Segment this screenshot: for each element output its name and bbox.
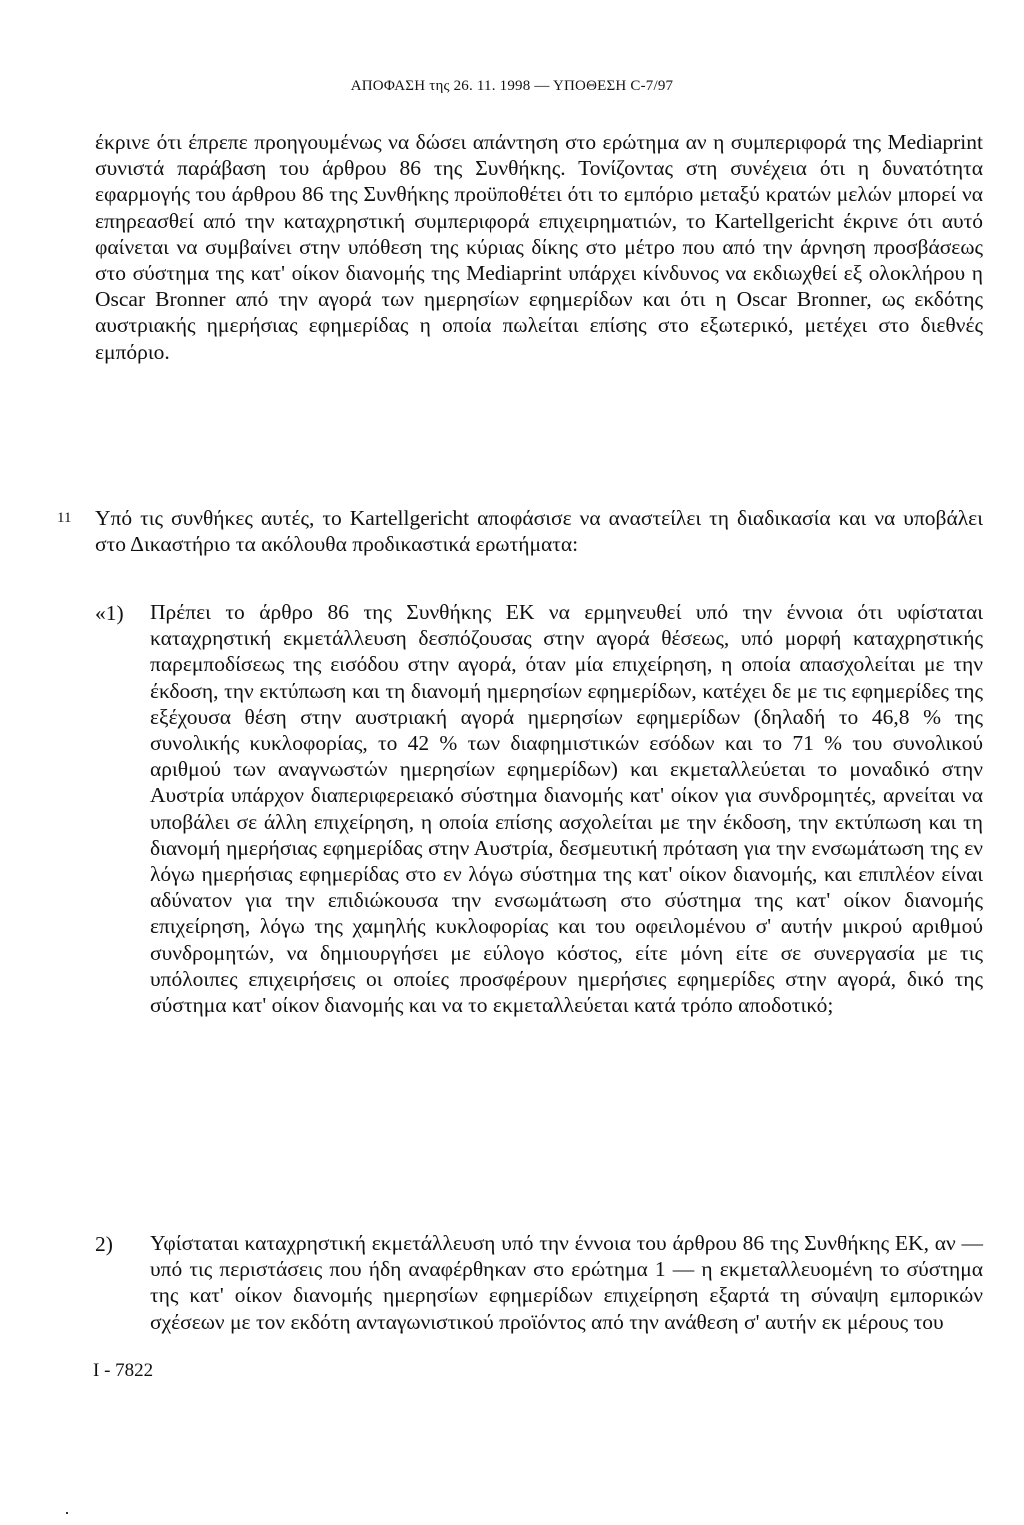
paragraph-number: 11 [57,510,72,526]
question-2-text: Υφίσταται καταχρηστική εκμετάλλευση υπό την έννοια του άρθρου 86 της Συνθήκης ΕΚ, αν — υπό τις περιστάσεις που ήδη αναφέρθηκαν στο ερώτημα 1 — η εκμεταλλευομένη το σύστημα της κατ' οίκον διανομής ημερησίων εφημερίδων επιχείρηση εξαρτά τη σύναψη εμπορικών σχέσεων με τον εκδότη ανταγωνιστικού προϊόντος από την ανάθεση σ' αυτήν εκ μέρους του [150,1231,983,1334]
running-header: ΑΠΟΦΑΣΗ της 26. 11. 1998 — ΥΠΟΘΕΣΗ C-7/97 [350,78,674,94]
question-1-label: «1) [95,601,124,625]
scan-speck [66,1512,68,1514]
question-2-label: 2) [95,1232,113,1256]
page-number: I - 7822 [93,1360,154,1381]
paragraph-11-text: Υπό τις συνθήκες αυτές, το Kartellgericht αποφάσισε να αναστείλει τη διαδικασία και να υποβάλει στο Δικαστήριο τα ακόλουθα προδικαστικά ερωτήματα: [95,506,983,557]
intro-paragraph: έκρινε ότι έπρεπε προηγουμένως να δώσει απάντηση στο ερώτημα αν η συμπεριφορά της Mediaprint συνιστά παράβαση του άρθρου 86 της Συνθήκης. Τονίζοντας στη συνέχεια ότι η δυνατότητα εφαρμογής του άρθρου 86 της Συνθήκης προϋποθέτει ότι το εμπόριο μεταξύ κρατών μελών μπορεί να επηρεασθεί από την καταχρηστική συμπεριφορά επιχειρηματιών, το Kartellgericht έκρινε ότι αυτό φαίνεται να συμβαίνει στην υπόθεση της κύριας δίκης στο μέτρο που από την άρνηση προσβάσεως στο σύστημα της κατ' οίκον διανομής της Mediaprint υπάρχει κίνδυνος να εκδιωχθεί εξ ολοκλήρου η Oscar Bronner από την αγορά των ημερησίων εφημερίδων και ότι η Oscar Bronner, ως εκδότης αυστριακής ημερήσιας εφημερίδας η οποία πωλείται επίσης στο εξωτερικό, μετέχει στο διεθνές εμπόριο. [95,130,983,364]
question-1-text: Πρέπει το άρθρο 86 της Συνθήκης ΕΚ να ερμηνευθεί υπό την έννοια ότι υφίσταται καταχρηστική εκμετάλλευση δεσπόζουσας στην αγορά θέσεως, υπό μορφή καταχρηστικής παρεμποδίσεως της εισόδου στην αγορά, όταν μία επιχείρηση, η οποία απασχολείται με την έκδοση, την εκτύπωση και τη διανομή ημερησίων εφημερίδων, κατέχει δε με τις εφημερίδες της εξέχουσα θέση στην αυστριακή αγορά ημερησίων εφημερίδων (δηλαδή το 46,8 % της συνολικής κυκλοφορίας, το 42 % των διαφημιστικών εσόδων και το 71 % του συνολικού αριθμού των αναγνωστών ημερησίων εφημερίδων) και εκμεταλλεύεται το μοναδικό στην Αυστρία υπάρχον διαπεριφερειακό σύστημα διανομής κατ' οίκον για συνδρομητές, αρνείται να υποβάλει σε άλλη επιχείρηση, η οποία επίσης ασχολείται με την έκδοση, την εκτύπωση και τη διανομή ημερήσιας εφημερίδας στην Αυστρία, δεσμευτική πρόταση για την ενσωμάτωση της εν λόγω ημερήσιας εφημερίδας στο εν λόγω σύστημα της κατ' οίκον διανομής, και επιπλέον είναι αδύνατον για την επιδιώκουσα την ενσωμάτωση στο σύστημα της κατ' οίκον διανομής επιχείρηση, λόγω της χαμηλής κυκλοφορίας και του οφειλομένου σ' αυτήν μικρού αριθμού συνδρομητών, να δημιουργήσει με εύλογο κόστος, είτε μόνη είτε σε συνεργασία με τις υπόλοιπες επιχειρήσεις οι οποίες προσφέρουν ημερήσιες εφημερίδες στην αγορά, δικό της σύστημα κατ' οίκον διανομής και να το εκμεταλλεύεται κατά τρόπο αποδοτικό; [150,600,983,1018]
